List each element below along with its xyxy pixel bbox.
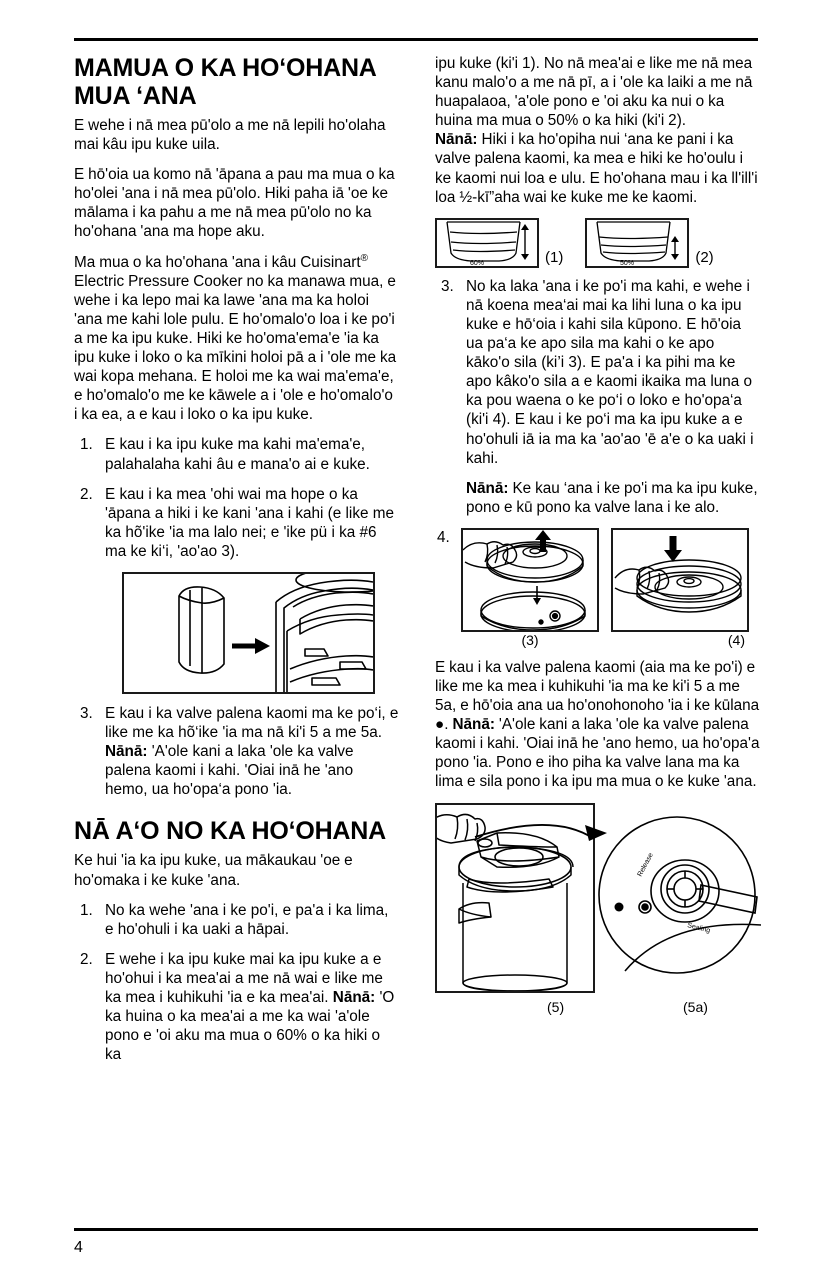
right-column — [435, 54, 760, 1017]
note-label: Nānā: — [466, 479, 509, 497]
list-item — [74, 950, 399, 1065]
bottom-divider-rule — [74, 1228, 758, 1231]
figure-caption: (4) — [727, 631, 745, 648]
registered-trademark-icon: ® — [360, 252, 368, 264]
lid-lift-figure — [461, 528, 599, 632]
lid-press-illustration — [613, 530, 747, 630]
list-item — [74, 704, 399, 799]
list-marker: 2. — [80, 485, 93, 503]
list-marker: 4. — [437, 528, 450, 546]
list-item — [435, 277, 760, 468]
pressure-cooker-figure — [435, 803, 595, 993]
fill-level-figure-row — [435, 218, 760, 268]
valve-text-pre: E kau i ka valve palena kaomi (aia ma ke po'i) e like me ka mea i kuhikuhi 'ia ma ke ki'i 5 a me 5a, e hō'oia ana ua ho'onohonoho 'ia i ke kūlana ●. — [435, 658, 760, 734]
list-marker: 1. — [80, 901, 93, 919]
pot-fill-50-illustration — [587, 220, 687, 266]
intro-paragraph-1: E wehe i nā mea pū'olo a me nā lepili ho'olaha mai kâu ipu kuke uila. — [74, 117, 386, 154]
valve-text-post: 'A'ole kani a laka 'ole ka valve palena kaomi i kahi. 'Oiai inā he 'ano hemo, ua ho'opa'a pono 'ia. Pono e iho piha ka valve lana ma ka lima e sila pono i ka ipu ma mua o ke kuke 'ana. — [435, 716, 760, 791]
lid-figure-row — [461, 528, 760, 648]
paragraph-3-post: Electric Pressure Cooker no ka manawa mua, e wehe i ka lepo mai ka lawe 'ana ma ka holoi 'ana me kahi lole pulu. E ho'omalo'o loa i ke po'i a me ka ipu kuke. Hiki ke ho'oma'ema'e 'ia ka ipu kuke i loko o ka mīkini holoi pā a i 'ole me ka wai kopa mehana. E holoi me ka wai ma'ema'e, e ho'omalo'o me ke kāwele a i 'ole e ho'omalo'o i ka ea, a e kau i loko o ka ipu kuke. — [74, 272, 397, 424]
list-item-text-pre: E wehe i ka ipu kuke mai ka ipu kuke a e ho'ohui i ka mea'ai a me nā wai e like me ka mea i kuhikuhi 'ia e ka mea'ai. — [105, 950, 383, 1006]
page-number: 4 — [74, 1239, 83, 1256]
list-item-text: No ka laka 'ana i ke po'i ma kahi, e wehe i nā koena mea‘ai mai ka lihi luna o ka ipu kuke e hō‘oia i kahi sila kūpono. E hō'oia ua pa‘a ke apo sila ma kahi o ke apo kāko'o sila (ki’i 3). E pa'a i ka pihi ma ke apo kâko'o sila a e kaomi ikaika ma luna o ka pou waena o ke po‘i o loko e ho'opa‘a (ki'i 4). E kau i ke po‘i ma ka ipu kuke a e ho'ohuli iā ia ma ka 'ao'ao 'ē a'e o ka uaki i kahi. — [466, 277, 754, 467]
lid-lift-figure-wrap — [461, 528, 599, 648]
dial-release-label: Release — [636, 851, 655, 878]
operation-intro-paragraph: Ke hui 'ia ka ipu kuke, ua mākaukau 'oe e ho'omaka i ke kuke 'ana. — [74, 852, 353, 889]
note-label: Nānā: — [435, 131, 478, 149]
fill-percent-label: 60% — [469, 259, 485, 266]
note-label: Nānā: — [332, 989, 376, 1006]
valve-dial-detail-figure — [585, 803, 761, 993]
pot-fill-60-illustration — [437, 220, 537, 266]
figure-caption: (2) — [695, 248, 714, 266]
list-marker: 3. — [80, 704, 93, 722]
note-paragraph-1 — [435, 130, 760, 206]
list-marker: 3. — [441, 277, 454, 295]
section-title-operation: NĀ A‘O NO KA HO‘OHANA — [74, 817, 386, 846]
list-marker: 2. — [80, 950, 93, 968]
note-label: Nānā: — [105, 743, 148, 761]
intro-paragraph-2: E hō'oia ua komo nā 'āpana a pau ma mua o ka ho'olei 'ana i nā mea pū'olo. Hiki paha iā 'oe ke mālama i ka pahu a me nā mea pū'olo no ka ho'ohana 'ana ma hope aku. — [74, 166, 395, 241]
list-item-text: No ka wehe 'ana i ke po'i, e pa'a i ka lima, e ho'ohuli i ka uaki a hāpai. — [105, 901, 389, 938]
intro-paragraph-3 — [74, 253, 399, 425]
fill-level-figure-50 — [585, 218, 713, 268]
gasket-install-figure — [122, 572, 375, 694]
pot-fill-50-figure — [585, 218, 689, 268]
valve-paragraph — [435, 658, 760, 792]
left-column — [74, 54, 399, 1075]
note-paragraph-2 — [466, 479, 760, 517]
setup-step-list — [74, 435, 399, 561]
lid-press-figure — [611, 528, 749, 632]
lid-press-figure-wrap — [611, 528, 749, 648]
gasket-install-illustration — [124, 574, 373, 692]
fill-level-figure-60 — [435, 218, 563, 268]
note-label: Nānā: — [452, 716, 495, 734]
dial-sealing-label: Sealing — [686, 921, 711, 935]
cooker-figure-captions — [435, 999, 760, 1017]
list-item — [74, 435, 399, 473]
pressure-cooker-illustration — [437, 805, 593, 991]
figure-caption: (5) — [547, 998, 565, 1015]
list-item-text-post: 'O ka huina o ka mea'ai a me ka wai 'a'ole pono e 'oi aku ma mua o 60% o ka hiki o ka — [105, 989, 395, 1064]
valve-dial-detail-illustration — [585, 803, 761, 993]
note-text: Ke kau ‘ana i ke po'i ma ka ipu kuke, pono e kū pono ka valve lana i ke alo. — [466, 479, 758, 516]
figure-caption: (3) — [521, 631, 539, 648]
continued-paragraph: ipu kuke (ki'i 1). No nā mea'ai e like me nā mea kanu malo'o a me nā pī, a i 'ole ka laiki a me nā huapalaoa, 'a'ole pono e 'oi aku ka nui o ka huina ma mua o 50% o ka hiki (ki'i 2). — [435, 55, 753, 130]
list-item — [74, 485, 399, 561]
figure-caption: (1) — [545, 248, 564, 266]
note-text: 'A'ole kani a laka 'ole ka valve palena kaomi i kahi. 'Oiai inā he 'ano hemo, ua ho'opa‘a pono 'ia. — [105, 743, 354, 799]
top-divider-rule — [74, 38, 758, 41]
lid-lock-step-list — [435, 277, 760, 468]
lid-lift-illustration — [463, 530, 597, 630]
pot-fill-60-figure — [435, 218, 539, 268]
lid-figure-step — [435, 528, 760, 648]
list-item-text: E kau i ka ipu kuke ma kahi ma'ema'e, palahalaha kahi âu e mana'o ai e kuke. — [105, 436, 370, 473]
fill-percent-label: 50% — [620, 259, 635, 266]
cooker-figure-row — [435, 803, 760, 999]
list-item-text: E kau i ka valve palena kaomi ma ke po‘i, e like me ka hõ‘ike 'ia ma nā ki'i 5 a me 5a. — [105, 704, 399, 742]
list-marker: 1. — [80, 436, 93, 454]
operation-step-list — [74, 901, 399, 1065]
paragraph-3-pre: Ma mua o ka ho'ohana 'ana i kâu Cuisinart — [74, 253, 361, 271]
list-item — [74, 901, 399, 939]
page-title: MAMUA O KA HO‘OHANA MUA ‘ANA — [74, 54, 376, 110]
two-column-body — [74, 54, 760, 1214]
cooker-figure-block — [435, 803, 760, 1017]
list-item-text: E kau i ka mea 'ohi wai ma hope o ka 'āpana a hiki i ke kani 'ana i kahi (e like me ka hõ'ike 'ia ma lalo nei; e 'ike pü i ka #6 ma ke ki‘i, 'ao'ao 3). — [105, 485, 394, 560]
figure-caption: (5a) — [683, 998, 708, 1015]
setup-step-list-continued — [74, 704, 399, 799]
note-text: Hiki i ka ho'opiha nui ‘ana ke pani i ka valve palena kaomi, ka mea e hiki ke ho'oulu i ke kaomi nui loa e ulu. E ho'ohana mau i ka ll'ill'i loa ½-kī”aha wai ke kuke me ke kaomi. — [435, 131, 758, 206]
